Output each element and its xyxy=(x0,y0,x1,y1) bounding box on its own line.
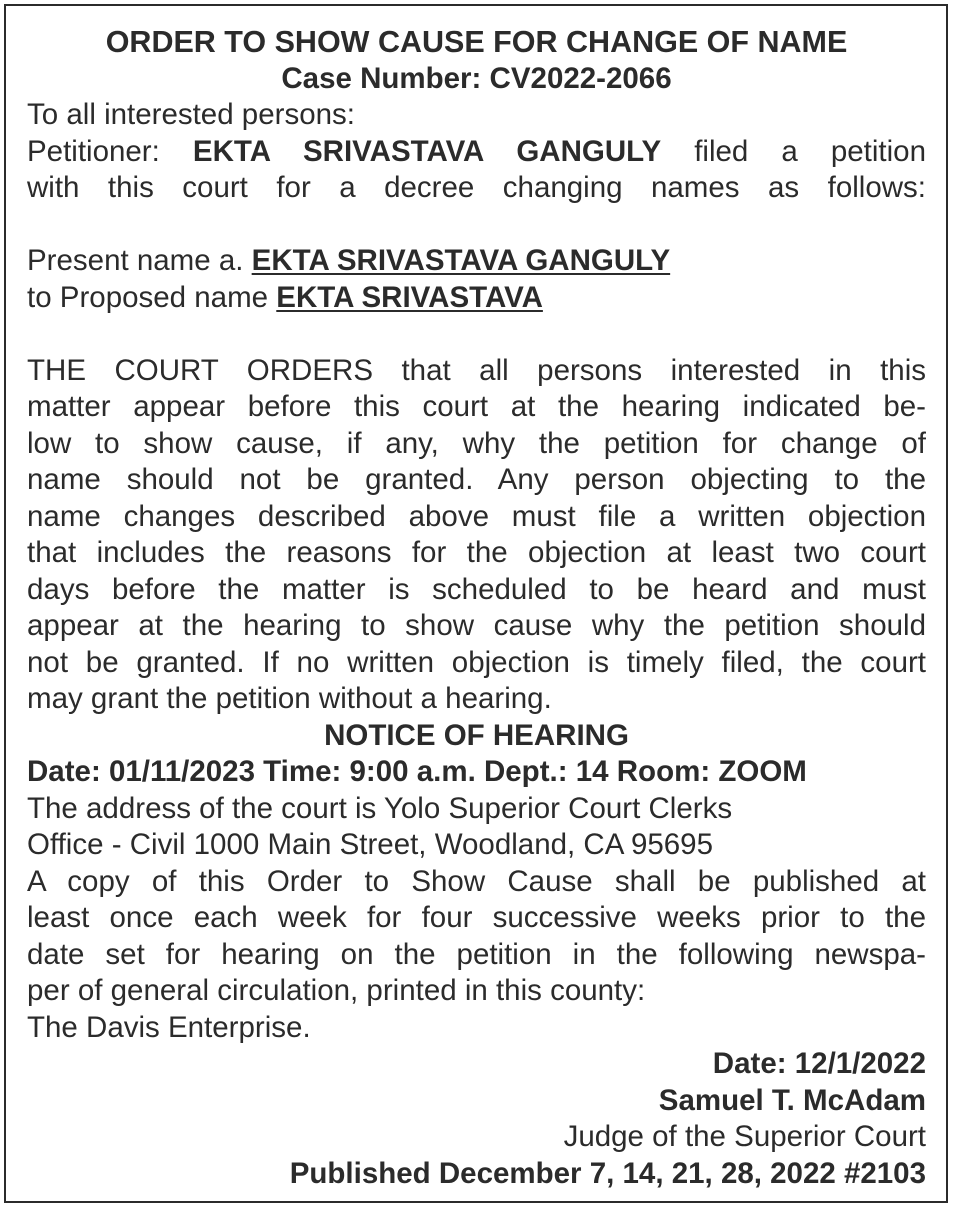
notice-title: ORDER TO SHOW CAUSE FOR CHANGE OF NAME xyxy=(105,25,848,59)
spacer xyxy=(27,316,926,353)
court-order-paragraph xyxy=(27,353,926,718)
order-line: appear at the hearing to show cause why the petition should xyxy=(27,609,926,642)
spacer xyxy=(27,207,926,244)
proposed-name: EKTA SRIVASTAVA xyxy=(276,280,543,314)
order-line: name should not be granted. Any person objecting to the xyxy=(27,463,926,496)
order-line: name changes described above must file a written objection xyxy=(27,499,926,533)
order-line: low to show cause, if any, why the petition for change of xyxy=(27,426,926,460)
publication-line: A copy of this Order to Show Cause shall be published at xyxy=(27,864,926,898)
order-line: THE COURT ORDERS that all persons interested in this xyxy=(27,353,926,387)
hearing-heading: NOTICE OF HEARING xyxy=(324,718,629,752)
judge-name: Samuel T. McAdam xyxy=(658,1083,926,1117)
publication-line: per of general circulation, printed in this county: xyxy=(27,974,646,1007)
newspaper-name: The Davis Enterprise. xyxy=(27,1010,311,1044)
petitioner-suffix: filed a petition xyxy=(661,134,926,168)
hearing-details: Date: 01/11/2023 Time: 9:00 a.m. Dept.: 14 Room: ZOOM xyxy=(27,755,807,788)
publication-dates: Published December 7, 14, 21, 28, 2022 #2103 xyxy=(289,1156,926,1190)
legal-notice xyxy=(4,4,948,1203)
order-line: days before the matter is scheduled to be heard and must xyxy=(27,572,926,606)
publication-line: date set for hearing on the petition in the following newspa- xyxy=(27,937,926,971)
order-line: may grant the petition without a hearing. xyxy=(27,682,552,715)
case-number: Case Number: CV2022-2066 xyxy=(281,61,672,95)
petition-line-2: with this court for a decree changing names as follows: xyxy=(27,171,926,204)
address-line: The address of the court is Yolo Superior Court Clerks xyxy=(27,791,733,825)
publication-line: least once each week for four successive weeks prior to the xyxy=(27,901,926,934)
petitioner-prefix: Petitioner: xyxy=(27,134,193,168)
address-line: Office - Civil 1000 Main Street, Woodland, CA 95695 xyxy=(27,828,713,861)
present-name-line xyxy=(27,243,926,280)
signed-date: Date: 12/1/2022 xyxy=(712,1047,926,1080)
present-name-prefix: Present name a. xyxy=(27,244,252,277)
order-line: that includes the reasons for the objection at least two court xyxy=(27,536,926,569)
notice-body xyxy=(27,24,926,1192)
petitioner-line xyxy=(27,134,926,171)
judge-title: Judge of the Superior Court xyxy=(563,1120,926,1153)
proposed-name-prefix: to Proposed name xyxy=(27,280,277,314)
proposed-name-line xyxy=(27,280,926,317)
salutation: To all interested persons: xyxy=(27,98,355,131)
order-line: not be granted. If no written objection is timely filed, the court xyxy=(27,645,926,679)
publication-paragraph xyxy=(27,864,926,1047)
petitioner-name: EKTA SRIVASTAVA GANGULY xyxy=(192,134,662,168)
present-name: EKTA SRIVASTAVA GANGULY xyxy=(251,244,671,277)
order-line: matter appear before this court at the hearing indicated be- xyxy=(27,390,926,423)
